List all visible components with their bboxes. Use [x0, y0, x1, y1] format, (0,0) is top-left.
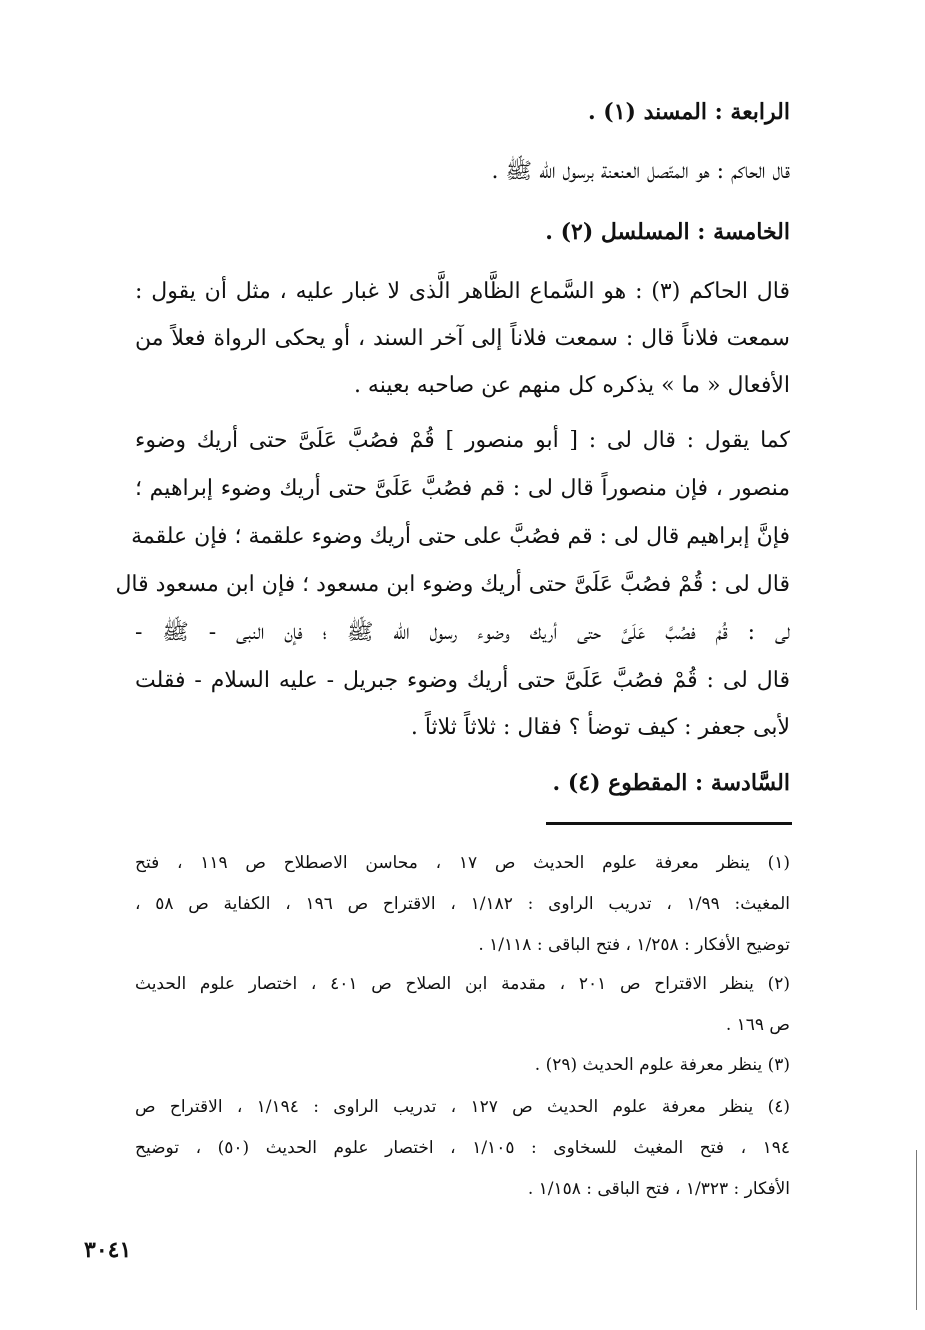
paragraph-hakim-musnad: قال الحاكم : هو المتّصل العنعنة برسول الله ﷺ .: [491, 159, 790, 184]
heading-sixth-maqtu: السَّادسة : المقطوع (٤) .: [552, 770, 790, 796]
paragraph-line: قال لى : قُمْ فصُبَّ عَلَىَّ حتى أريك وضوء جبريل - عليه السلام - فقلت: [135, 668, 790, 693]
footnote-4-line: ١٩٤ ، فتح المغيث للسخاوى : ١/١٠٥ ، اختصار علوم الحديث (٥٠) ، توضيح: [135, 1138, 791, 1158]
footnote-4-line: (٤) ينظر معرفة علوم الحديث ص ١٢٧ ، تدريب الراوى : ١/١٩٤ ، الاقتراح ص: [135, 1097, 790, 1117]
footnote-1-line: (١) ينظر معرفة علوم الحديث ص ١٧ ، محاسن الاصطلاح ص ١١٩ ، فتح: [135, 853, 791, 873]
footnote-1-line: توضيح الأفكار : ١/٢٥٨ ، فتح الباقى : ١/١١٨ .: [478, 935, 790, 955]
paragraph-line: منصور ، فإن منصوراً قال لى : قم فصُبَّ عَلَىَّ حتى أريك وضوء إبراهيم ؛: [135, 476, 790, 501]
footnote-2-line: (٢) ينظر الاقتراح ص ٢٠١ ، مقدمة ابن الصلاح ص ٤٠١ ، اختصار علوم الحديث: [135, 974, 790, 994]
page-number: ٣٠٤١: [84, 1237, 132, 1263]
footnote-1-line: المغيث: ١/٩٩ ، تدريب الراوى : ١/١٨٢ ، الاقتراح ص ١٩٦ ، الكفاية ص ٥٨ ،: [135, 894, 791, 914]
footnote-separator: [546, 822, 792, 825]
paragraph-line: قال الحاكم (٣) : هو السَّماع الظَّاهر الَّذى لا غبار عليه ، مثل أن يقول :: [135, 279, 790, 304]
paragraph-line: الأفعال « ما » يذكره كل منهم عن صاحبه بعينه .: [353, 373, 790, 398]
paragraph-line: قال لى : قُمْ فصُبَّ عَلَىَّ حتى أريك وضوء ابن مسعود ؛ فإن ابن مسعود قال: [115, 572, 790, 597]
paragraph-line: كما يقول : قال لى : [ أبو منصور ] قُمْ فصُبَّ عَلَىَّ حتى أريك وضوء: [135, 428, 790, 453]
heading-fifth-musalsal: الخامسة : المسلسل (٢) .: [545, 219, 790, 245]
heading-fourth-musnad: الرابعة : المسند (١) .: [587, 99, 790, 125]
paragraph-line: فإنَّ إبراهيم قال لى : قم فصُبَّ على حتى أريك وضوء علقمة ؛ فإن علقمة: [131, 524, 790, 549]
paragraph-line: سمعت فلاناً قال : سمعت فلاناً إلى آخر السند ، أو يحكى الرواة فعلاً من: [135, 326, 790, 351]
footnote-2-line: ص ١٦٩ .: [725, 1015, 790, 1035]
footnote-3-line: (٣) ينظر معرفة علوم الحديث (٢٩) .: [534, 1055, 790, 1075]
paragraph-line: لأبى جعفر : كيف توضأ ؟ فقال : ثلاثاً ثلاثاً .: [410, 715, 790, 740]
paragraph-line: لى : قُمْ فصُبَّ عَلَىَّ حتى أريك وضوء رسول الله ﷺ ؛ فإن النبى - ﷺ -: [135, 620, 790, 645]
footnote-4-line: الأفكار : ١/٣٢٣ ، فتح الباقى : ١/١٥٨ .: [527, 1179, 790, 1199]
scan-edge-line: [916, 1150, 917, 1310]
